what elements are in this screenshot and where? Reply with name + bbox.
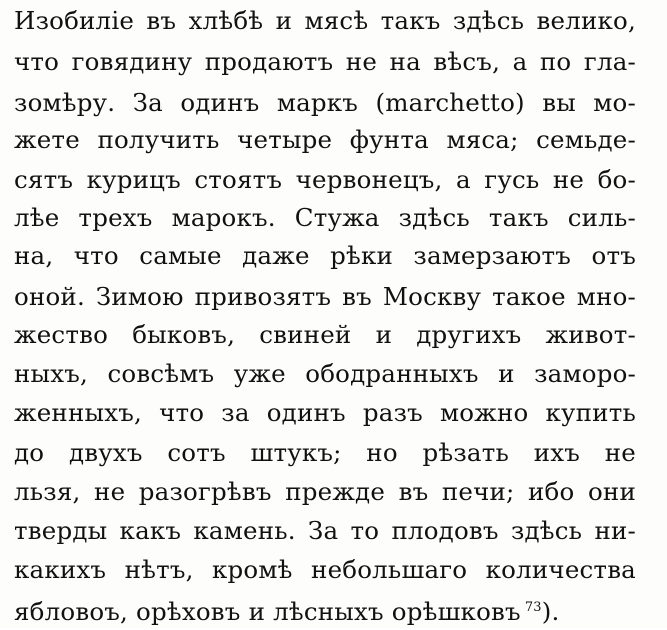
footnote-reference: 73 (524, 600, 542, 615)
text-line-13: льзя, не разогрѣвъ прежде въ печи; ибо они (14, 477, 636, 506)
text-line-7: на, что самые даже рѣки замерзаютъ отъ (14, 241, 636, 270)
text-line-14: тверды какъ камень. За то плодовъ здѣсь ни- (14, 516, 636, 545)
text-line-11: женныхъ, что за одинъ разъ можно купить (14, 398, 636, 427)
text-line-1: Изобиліе въ хлѣбѣ и мясѣ такъ здѣсь велико, (14, 6, 636, 35)
text-line-3: зомѣру. За одинъ маркъ (marchetto) вы мо- (14, 88, 636, 117)
text-line-9: жество быковъ, свиней и другихъ живот- (14, 320, 636, 349)
text-line-16-content: ябловоъ, орѣховъ и лѣсныхъ орѣшковъ (14, 597, 521, 626)
text-line-8: оной. Зимою привозятъ въ Москву такое мно- (14, 282, 636, 311)
text-line-5: сятъ курицъ стоятъ червонецъ, а гусь не бо- (14, 165, 636, 194)
text-line-15: какихъ нѣтъ, кромѣ небольшаго количества (14, 555, 636, 584)
text-line-10: ныхъ, совсѣмъ уже ободранныхъ и заморо- (14, 359, 636, 388)
text-line-4: жете получить четыре фунта мяса; семьде- (14, 125, 636, 154)
closing-punctuation: ). (541, 597, 560, 626)
text-line-6: лѣе трехъ марокъ. Стужа здѣсь такъ силь- (14, 203, 636, 232)
text-line-16 (14, 590, 636, 626)
text-line-12: до двухъ сотъ штукъ; но рѣзать ихъ не (14, 438, 636, 467)
text-line-2: что говядину продаютъ не на вѣсъ, а по гла- (14, 47, 636, 76)
